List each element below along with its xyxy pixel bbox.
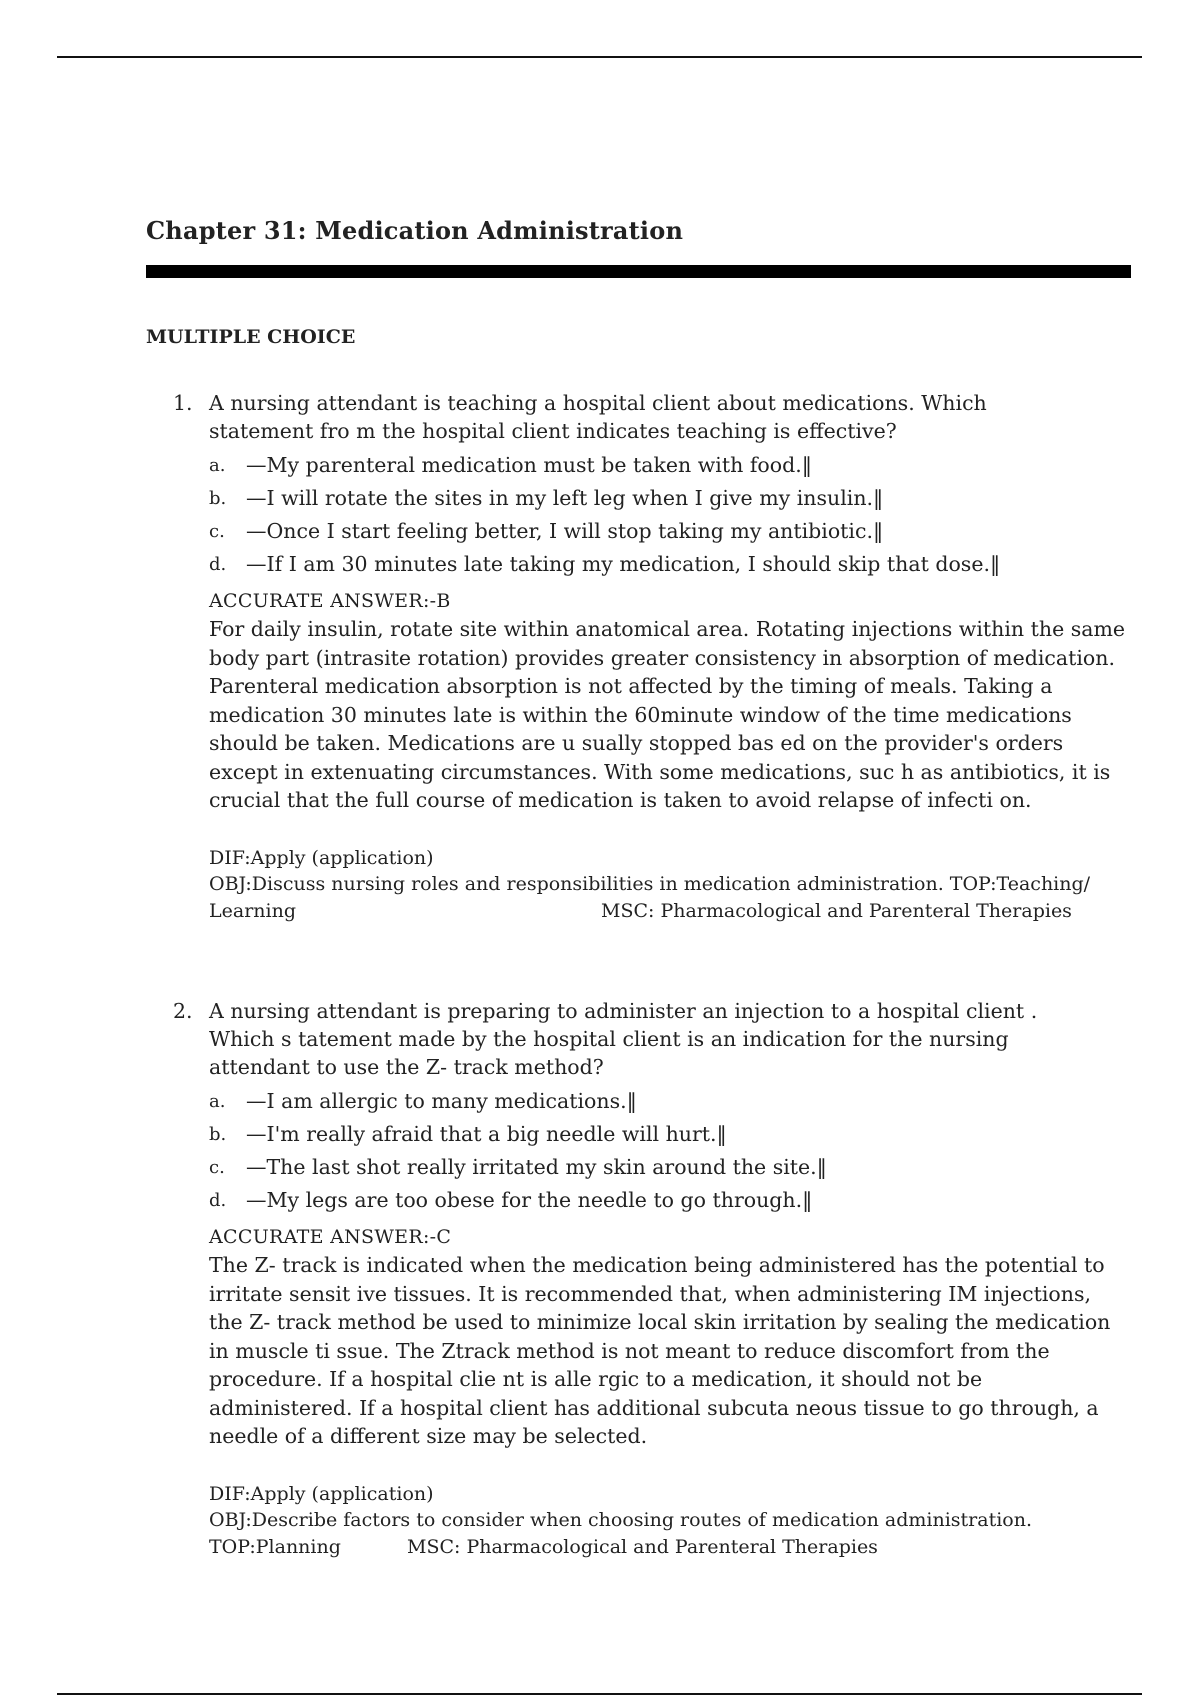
option-text: —I will rotate the sites in my left leg when I give my insulin.‖ (246, 486, 884, 510)
option-c (146, 515, 1136, 548)
option-c (146, 1151, 1136, 1184)
answer-options (146, 1085, 1136, 1217)
option-letter: a. (209, 455, 226, 476)
option-text: —I'm really afraid that a big needle will hurt.‖ (246, 1122, 727, 1146)
option-a (146, 1085, 1136, 1118)
objective-line: OBJ:Describe factors to consider when choosing routes of medication administration. (209, 1509, 1032, 1531)
bottom-rule (57, 1693, 1142, 1695)
option-text: —I am allergic to many medications.‖ (246, 1089, 637, 1113)
difficulty-line: DIF:Apply (application) (209, 1482, 434, 1505)
option-b (146, 482, 1136, 515)
option-b (146, 1118, 1136, 1151)
chapter-title: Chapter 31: Medication Administration (146, 216, 684, 245)
option-letter: a. (209, 1091, 226, 1112)
msc-text: MSC: Pharmacological and Parenteral Therapies (407, 1535, 878, 1558)
topic-text: TOP:Planning (209, 1535, 341, 1558)
objective-line: OBJ:Discuss nursing roles and responsibilities in medication administration. TOP:Teaching/ (209, 873, 1091, 895)
option-letter: c. (209, 521, 225, 542)
section-heading: MULTIPLE CHOICE (146, 326, 356, 348)
option-d (146, 1184, 1136, 1217)
answer-block (146, 1223, 1136, 1451)
option-letter: c. (209, 1157, 225, 1178)
option-text: —My parenteral medication must be taken with food.‖ (246, 453, 812, 477)
option-text: —Once I start feeling better, I will stop taking my antibiotic.‖ (246, 519, 884, 543)
msc-text: MSC: Pharmacological and Parenteral Therapies (601, 899, 1072, 922)
question-stem (146, 997, 1136, 1081)
topic-msc-line (209, 898, 1136, 925)
rationale-text: For daily insulin, rotate site within anatomical area. Rotating injections within the same body part (intrasite rotation) provides greater consistency in absorption of medication. Parenteral medication absorption is not affected by the timing of meals. Taking a medication 30 minutes late is within the 60minute window of the time medications should be taken. Medications are u sually stopped bas ed on the provider's orders except in extenuating circumstances. With some medications, suc h as antibiotics, it is crucial that the full course of medication is taken to avoid relapse of infecti on. (209, 617, 1126, 812)
option-a (146, 449, 1136, 482)
option-letter: b. (209, 488, 227, 509)
option-text: —If I am 30 minutes late taking my medication, I should skip that dose.‖ (246, 552, 1001, 576)
question-stem (146, 389, 1136, 445)
answer-options (146, 449, 1136, 581)
topic-msc-line (209, 1534, 1136, 1561)
question-text: A nursing attendant is teaching a hospital client about medications. Which statement fro m the hospital client indicates teaching is effective? (209, 391, 987, 443)
question-number: 1. (173, 391, 193, 415)
question-text: A nursing attendant is preparing to administer an injection to a hospital client . Which s tatement made by the hospital client is an indication for the nursing attendant to use the Z- track method? (209, 999, 1038, 1079)
rationale-text: The Z- track is indicated when the medication being administered has the potential to irritate sensit ive tissues. It is recommended that, when administering IM injections, the Z- track method be used to minimize local skin irritation by sealing the medication in muscle ti ssue. The Ztrack method is not meant to reduce discomfort from the procedure. If a hospital clie nt is alle rgic to a medication, it should not be administered. If a hospital client has additional subcuta neous tissue to go through, a needle of a different size may be selected. (209, 1253, 1111, 1448)
top-rule (57, 56, 1142, 58)
option-text: —My legs are too obese for the needle to go through.‖ (246, 1188, 813, 1212)
answer-block (146, 587, 1136, 815)
option-letter: b. (209, 1124, 227, 1145)
question-metadata (146, 1481, 1136, 1561)
chapter-title-bar (146, 265, 1131, 278)
question-2 (146, 997, 1136, 1560)
question-number: 2. (173, 999, 193, 1023)
option-d (146, 548, 1136, 581)
topic-text: Learning (209, 899, 296, 922)
correct-answer: ACCURATE ANSWER:-C (209, 1226, 452, 1248)
difficulty-line: DIF:Apply (application) (209, 846, 434, 869)
question-metadata (146, 845, 1136, 925)
question-1 (146, 389, 1136, 924)
option-text: —The last shot really irritated my skin around the site.‖ (246, 1155, 827, 1179)
option-letter: d. (209, 554, 227, 575)
option-letter: d. (209, 1190, 227, 1211)
correct-answer: ACCURATE ANSWER:-B (209, 590, 451, 612)
